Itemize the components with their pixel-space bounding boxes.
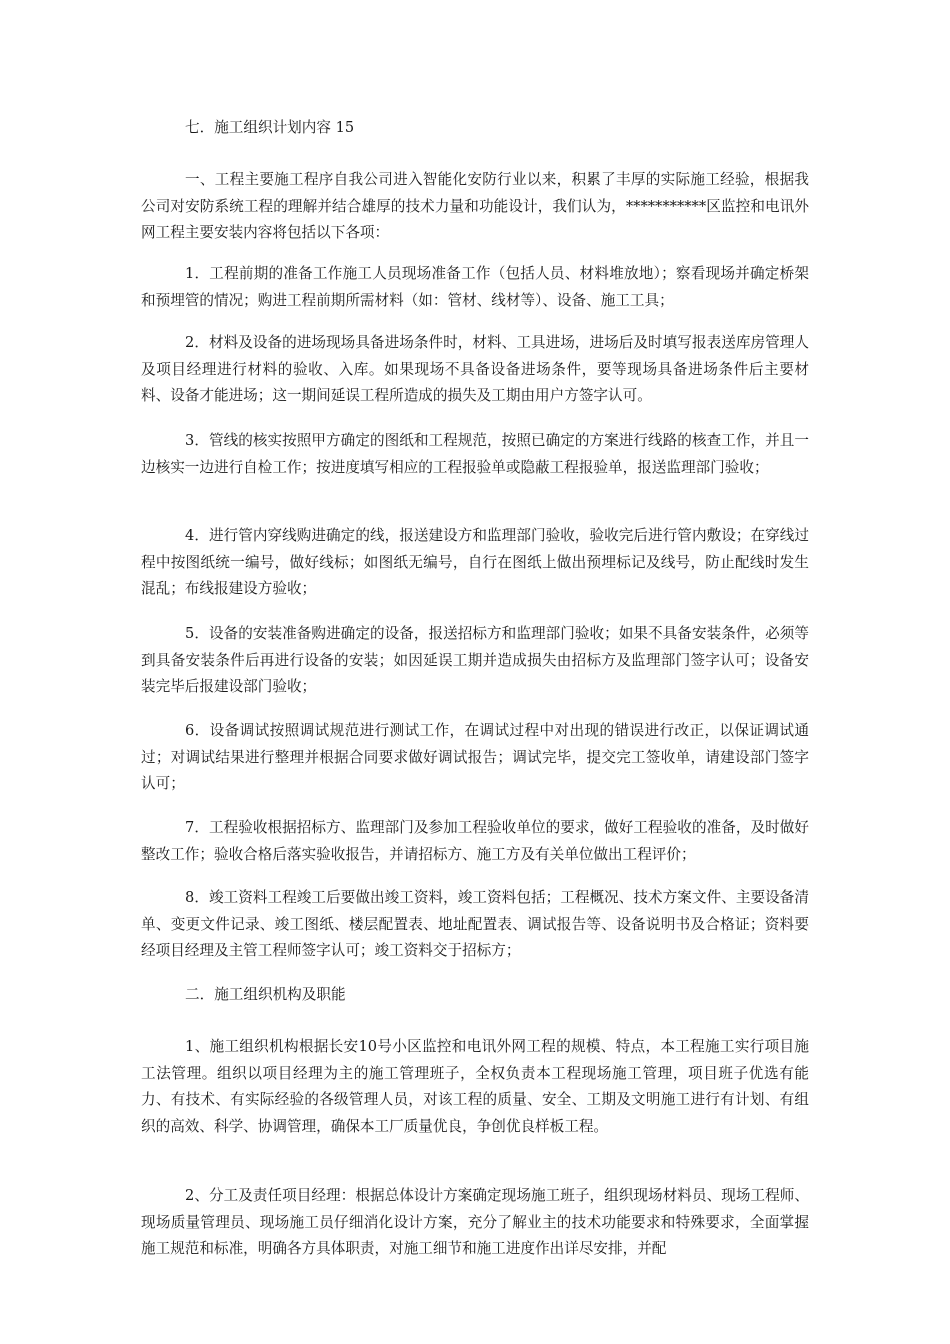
intro-paragraph: 一、工程主要施工程序自我公司进入智能化安防行业以来，积累了丰厚的实际施工经验，根据我公司对安防系统工程的理解并结合雄厚的技术力量和功能设计，我们认为，***********区监控和电讯外网工程主要安装内容将包括以下各项： xyxy=(141,171,809,241)
item-5-paragraph: 5．设备的安装准备购进确定的设备，报送招标方和监理部门验收；如果不具备安装条件，必须等到具备安装条件后再进行设备的安装；如因延误工期并造成损失由招标方及监理部门签字认可；设备安装完毕后报建设部门验收； xyxy=(141,625,809,695)
item-7-paragraph: 7．工程验收根据招标方、监理部门及参加工程验收单位的要求，做好工程验收的准备，及时做好整改工作；验收合格后落实验收报告，并请招标方、施工方及有关单位做出工程评价； xyxy=(141,819,809,863)
item-2-paragraph: 2．材料及设备的进场现场具备进场条件时，材料、工具进场，进场后及时填写报表送库房管理人及项目经理进行材料的验收、入库。如果现场不具备设备进场条件，要等现场具备进场条件后主要材料、设备才能进场；这一期间延误工程所造成的损失及工期由用户方签字认可。 xyxy=(141,334,809,404)
item-1-paragraph: 1．工程前期的准备工作施工人员现场准备工作（包括人员、材料堆放地）；察看现场并确定桥架和预埋管的情况；购进工程前期所需材料（如：管材、线材等）、设备、施工工具； xyxy=(141,265,809,309)
item-6-paragraph: 6．设备调试按照调试规范进行测试工作，在调试过程中对出现的错误进行改正，以保证调试通过；对调试结果进行整理并根据合同要求做好调试报告；调试完毕，提交完工签收单，请建设部门签字认可； xyxy=(141,722,809,792)
responsibility-paragraph: 2、分工及责任项目经理：根据总体设计方案确定现场施工班子，组织现场材料员、现场工程师、现场质量管理员、现场施工员仔细消化设计方案，充分了解业主的技术功能要求和特殊要求，全面掌握施工规范和标准，明确各方具体职责，对施工细节和施工进度作出详尽安排，并配 xyxy=(141,1187,809,1257)
org-structure-paragraph: 1、施工组织机构根据长安10号小区监控和电讯外网工程的规模、特点，本工程施工实行项目施工法管理。组织以项目经理为主的施工管理班子，全权负责本工程现场施工管理，项目班子优选有能力、有技术、有实际经验的各级管理人员，对该工程的质量、安全、工期及文明施工进行有计划、有组织的高效、科学、协调管理，确保本工厂质量优良，争创优良样板工程。 xyxy=(141,1038,809,1135)
section-heading-2: 二．施工组织机构及职能 xyxy=(185,986,346,1003)
section-heading-7: 七．施工组织计划内容 15 xyxy=(185,119,355,136)
item-3-paragraph: 3．管线的核实按照甲方确定的图纸和工程规范，按照已确定的方案进行线路的核查工作，并且一边核实一边进行自检工作；按进度填写相应的工程报验单或隐蔽工程报验单，报送监理部门验收； xyxy=(141,432,809,476)
item-8-paragraph: 8．竣工资料工程竣工后要做出竣工资料，竣工资料包括；工程概况、技术方案文件、主要设备清单、变更文件记录、竣工图纸、楼层配置表、地址配置表、调试报告等、设备说明书及合格证；资料要经项目经理及主管工程师签字认可；竣工资料交于招标方； xyxy=(141,889,809,959)
item-4-paragraph: 4．进行管内穿线购进确定的线，报送建设方和监理部门验收，验收完后进行管内敷设；在穿线过程中按图纸统一编号，做好线标；如图纸无编号，自行在图纸上做出预埋标记及线号，防止配线时发生混乱；布线报建设方验收； xyxy=(141,527,809,597)
